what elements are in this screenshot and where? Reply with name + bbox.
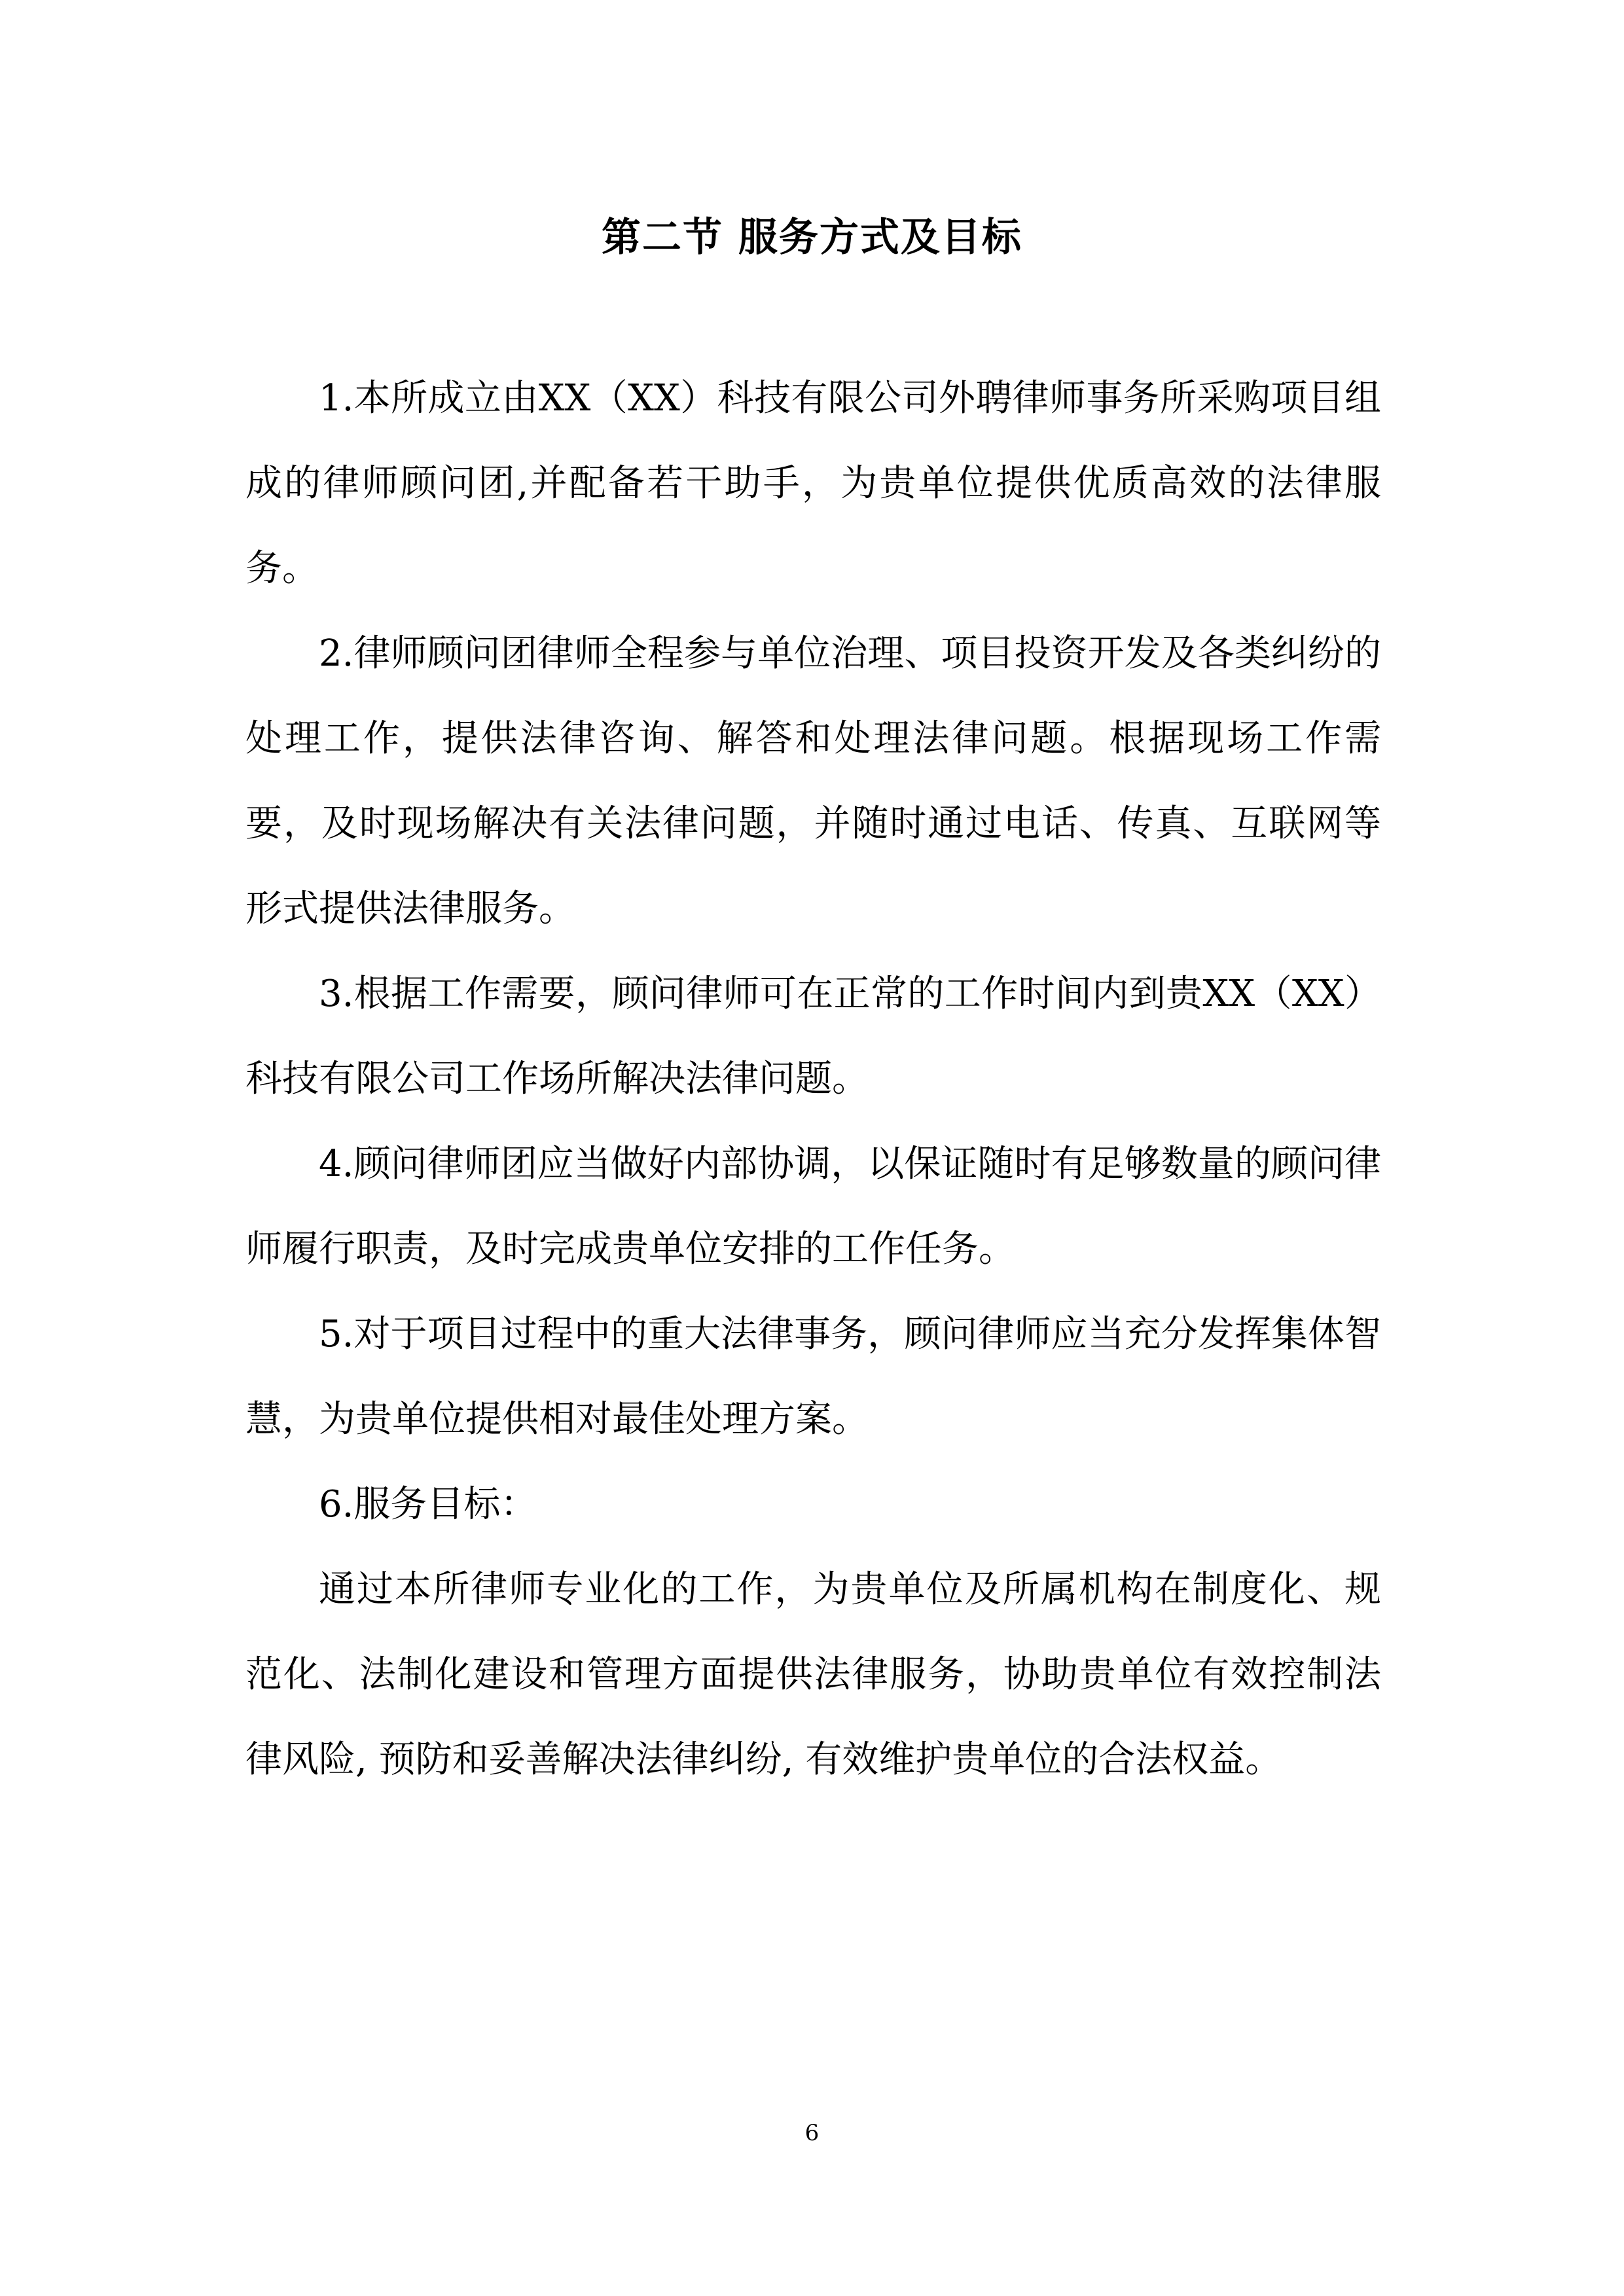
paragraph-6: 6.服务目标：: [319, 1483, 537, 1526]
paragraph-5: 5.对于项目过程中的重大法律事务，顾问律师应当充分发挥集体智慧，为贵单位提供相对最佳处理方案。: [245, 1313, 1381, 1441]
paragraph-2: 2.律师顾问团律师全程参与单位治理、项目投资开发及各类纠纷的处理工作，提供法律咨询、解答和处理法律问题。根据现场工作需要，及时现场解决有关法律问题，并随时通过电话、传真、互联网等形式提供法律服务。: [245, 632, 1381, 930]
paragraph-1: 1.本所成立由XX（XX）科技有限公司外聘律师事务所采购项目组成的律师顾问团,并配备若干助手，为贵单位提供优质高效的法律服务。: [245, 377, 1381, 590]
paragraph-3: 3.根据工作需要，顾问律师可在正常的工作时间内到贵XX（XX）科技有限公司工作场所解决法律问题。: [245, 973, 1381, 1100]
page-number: 6: [804, 2120, 820, 2146]
paragraph-4: 4.顾问律师团应当做好内部协调，以保证随时有足够数量的顾问律师履行职责，及时完成贵单位安排的工作任务。: [245, 1143, 1381, 1270]
paragraph-7: 通过本所律师专业化的工作，为贵单位及所属机构在制度化、规范化、法制化建设和管理方面提供法律服务，协助贵单位有效控制法律风险, 预防和妥善解决法律纠纷, 有效维护贵单位的合法权益。: [245, 1568, 1381, 1781]
document-body: [245, 356, 1381, 1803]
section-title: 第二节 服务方式及目标: [602, 215, 1022, 260]
